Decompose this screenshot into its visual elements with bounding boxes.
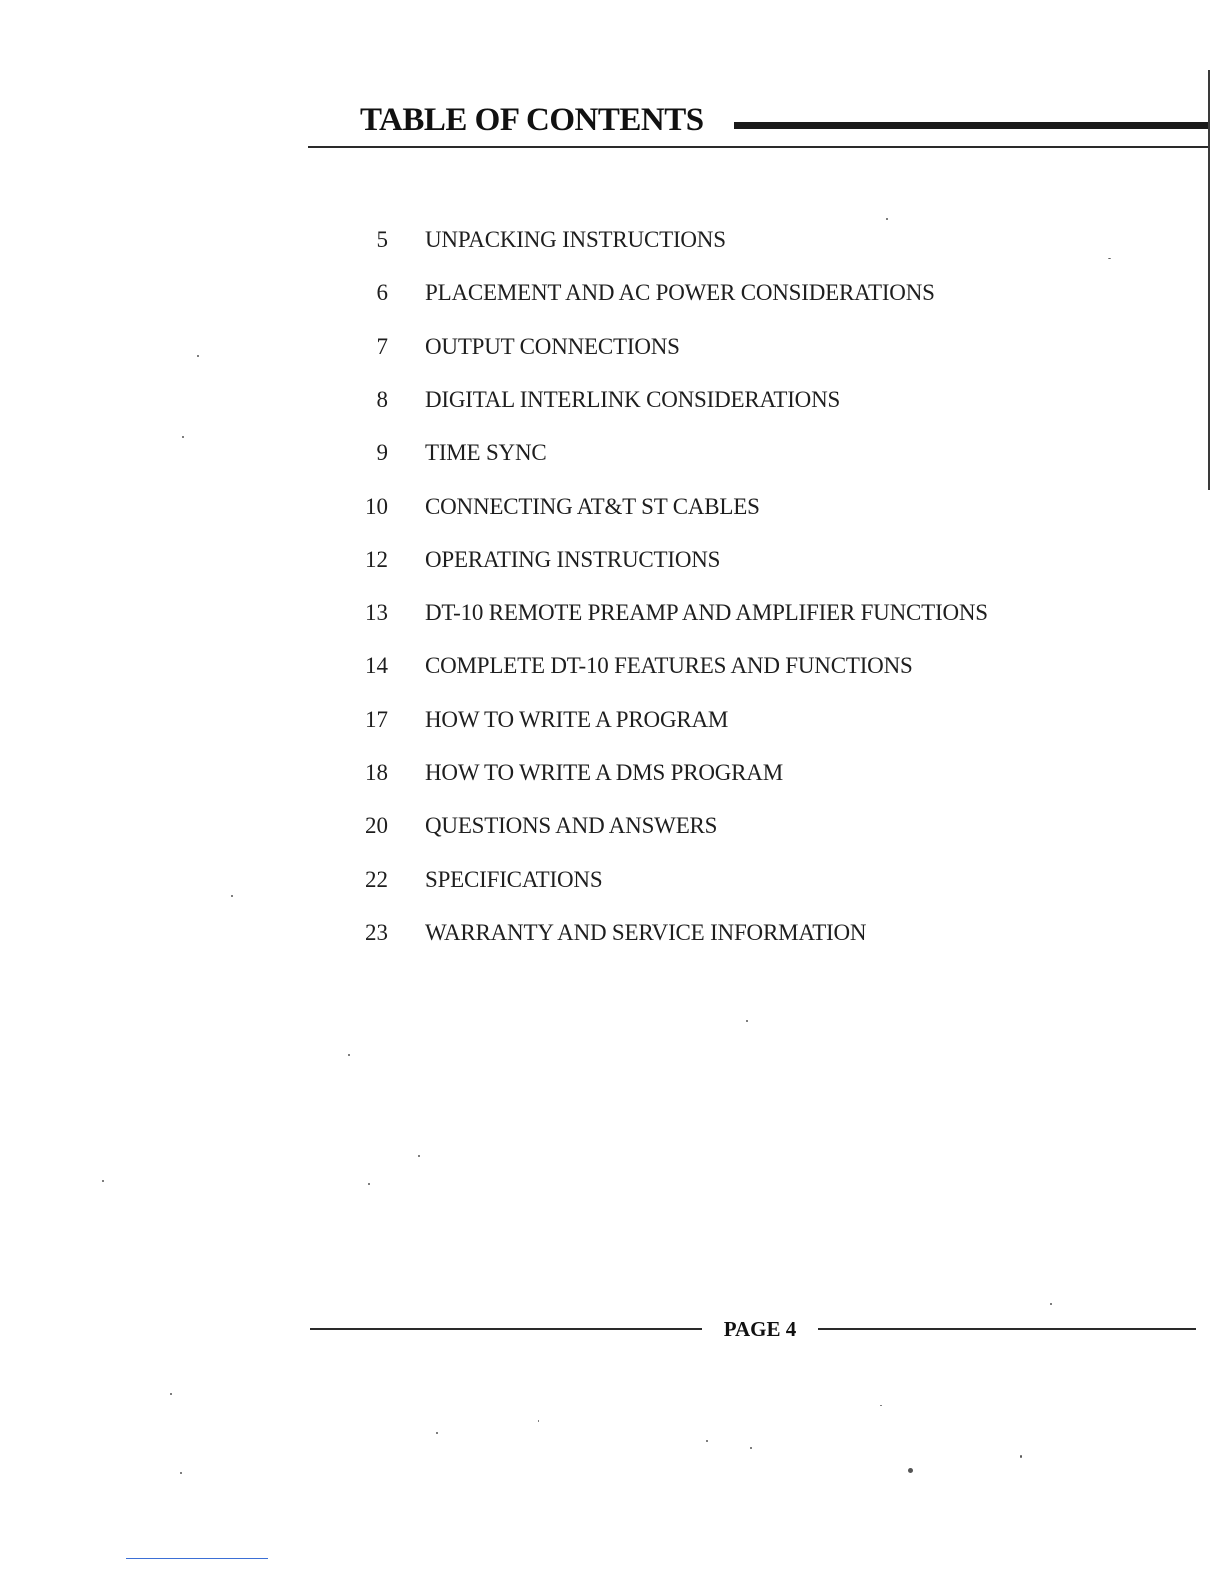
footer-rule-right xyxy=(818,1328,1196,1330)
toc-page-number: 12 xyxy=(365,546,388,572)
toc-entry-title: SPECIFICATIONS xyxy=(425,866,603,892)
scan-speck xyxy=(1050,1303,1052,1305)
scan-speck xyxy=(1108,258,1111,259)
scan-speck xyxy=(182,436,184,438)
scan-speck xyxy=(880,1405,882,1406)
scan-speck xyxy=(746,1020,748,1022)
toc-page-number: 6 xyxy=(376,280,388,306)
scan-speck xyxy=(170,1393,172,1395)
toc-page-number: 23 xyxy=(365,919,388,945)
toc-entry-title: OPERATING INSTRUCTIONS xyxy=(425,546,721,572)
scan-speck xyxy=(102,1180,104,1182)
toc-entry-title: OUTPUT CONNECTIONS xyxy=(425,333,680,359)
toc-entry-title: DIGITAL INTERLINK CONSIDERATIONS xyxy=(425,386,841,412)
toc-entry-title: WARRANTY AND SERVICE INFORMATION xyxy=(425,919,867,945)
toc-page-number: 9 xyxy=(376,440,388,466)
toc-page-number: 17 xyxy=(365,706,388,732)
toc-entry-title: COMPLETE DT-10 FEATURES AND FUNCTIONS xyxy=(425,653,913,679)
scan-speck xyxy=(231,895,233,897)
toc-page-number: 18 xyxy=(365,760,388,785)
scan-speck xyxy=(368,1183,370,1185)
scan-speck xyxy=(1020,1455,1022,1458)
toc-entry-title: UNPACKING INSTRUCTIONS xyxy=(425,227,726,252)
scan-speck xyxy=(706,1440,708,1442)
toc-page-number: 7 xyxy=(376,333,388,359)
toc-entry-title: HOW TO WRITE A PROGRAM xyxy=(425,706,729,732)
header-thin-rule xyxy=(308,146,1210,148)
toc-entry-title: QUESTIONS AND ANSWERS xyxy=(425,813,718,839)
scan-speck xyxy=(197,355,199,357)
scan-speck xyxy=(418,1155,420,1157)
footer-rule-left xyxy=(310,1328,702,1330)
scan-speck xyxy=(436,1432,438,1434)
scan-speck xyxy=(908,1468,913,1473)
toc-entry-title: DT-10 REMOTE PREAMP AND AMPLIFIER FUNCTIONS xyxy=(425,600,988,626)
toc-page-number: 22 xyxy=(365,866,388,892)
scan-speck xyxy=(750,1447,752,1449)
scan-speck xyxy=(538,1420,539,1422)
corner-line xyxy=(126,1558,268,1559)
toc-page-number: 14 xyxy=(365,653,388,679)
toc-page-number: 20 xyxy=(365,813,388,839)
toc-entry-title: TIME SYNC xyxy=(425,440,547,466)
toc-page-number: 10 xyxy=(365,493,388,519)
scan-speck xyxy=(886,218,888,220)
toc-entry-title: HOW TO WRITE A DMS PROGRAM xyxy=(425,760,783,785)
page-title: TABLE OF CONTENTS xyxy=(360,102,704,138)
scan-speck xyxy=(348,1054,350,1056)
header-thick-rule xyxy=(734,122,1210,129)
toc-page-number: 8 xyxy=(376,386,388,412)
toc-entry-title: CONNECTING AT&T ST CABLES xyxy=(425,493,760,519)
toc-page-number: 5 xyxy=(376,227,388,252)
footer-page-number: PAGE 4 xyxy=(723,1317,797,1341)
toc-entry-title: PLACEMENT AND AC POWER CONSIDERATIONS xyxy=(425,280,935,306)
toc-page-number: 13 xyxy=(365,600,388,626)
scan-speck xyxy=(180,1472,182,1474)
right-edge-rule xyxy=(1208,70,1210,490)
